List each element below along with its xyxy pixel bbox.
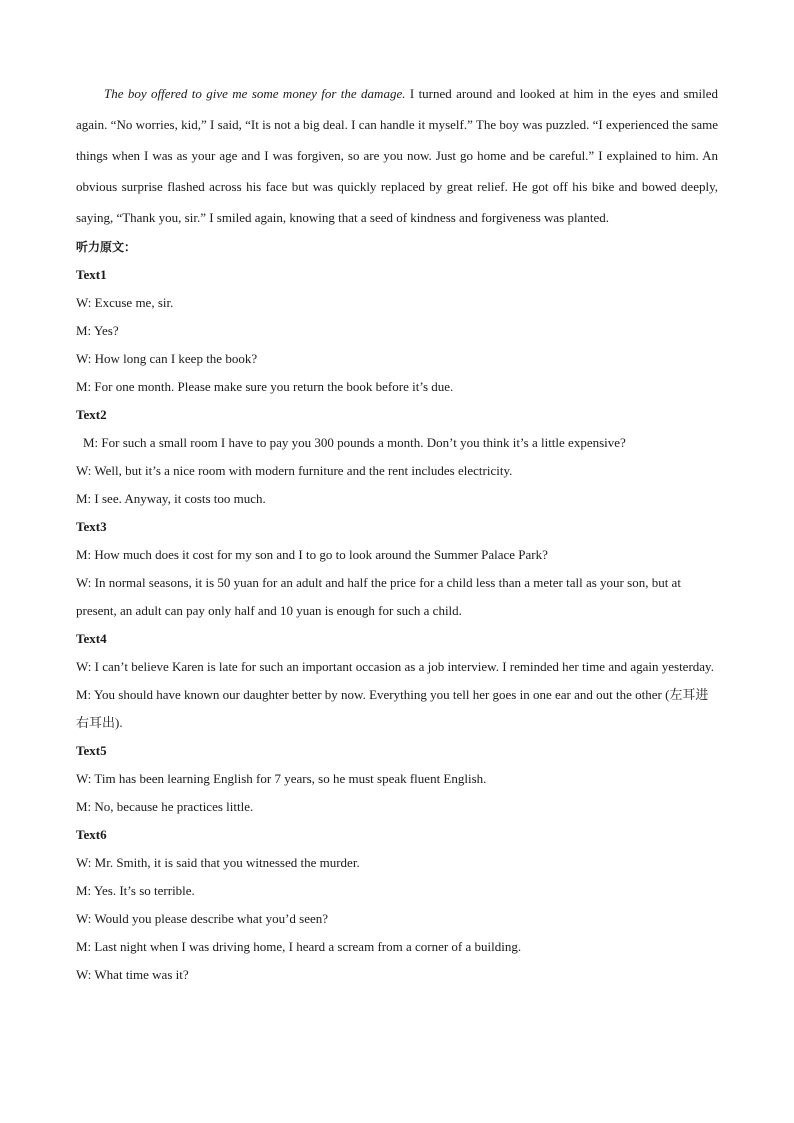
text-heading: Text6 (76, 827, 107, 842)
dialogue-line: W: What time was it? (76, 967, 189, 982)
dialogue-line: W: In normal seasons, it is 50 yuan for an adult and half the price for a child less than a meter tall as your son, but at present, an adult can pay only half and 10 yuan is enough for such a child. (76, 575, 681, 618)
dialogue-line: W: Tim has been learning English for 7 years, so he must speak fluent English. (76, 771, 487, 786)
dialogue-line: M: Yes? (76, 323, 119, 338)
dialogue-line: M: Yes. It’s so terrible. (76, 883, 195, 898)
story-body: I turned around and looked at him in the eyes and smiled again. “No worries, kid,” I said, “It is not a big deal. I can handle it myself.” The boy was puzzled. “I experienced the same things when I was as your age and I was forgiven, so are you now. Just go home and be careful.” I explained to him. An obvious surprise flashed across his face but was quickly replaced by great relief. He got off his bike and bowed deeply, saying, “Thank you, sir.” I smiled again, knowing that a seed of kindness and forgiveness was planted. (76, 86, 718, 225)
text-heading: Text3 (76, 519, 107, 534)
story-italic-lead: The boy offered to give me some money for the damage. (104, 86, 406, 101)
dialogue-line: W: I can’t believe Karen is late for such an important occasion as a job interview. I reminded her time and again yesterday. (76, 659, 714, 674)
dialogue-line: M: For one month. Please make sure you return the book before it’s due. (76, 379, 454, 394)
text-heading: Text5 (76, 743, 107, 758)
dialogue-line: M: Last night when I was driving home, I heard a scream from a corner of a building. (76, 939, 522, 954)
document-page (76, 78, 718, 989)
dialogue-line: M: How much does it cost for my son and I to go to look around the Summer Palace Park? (76, 547, 548, 562)
text-heading: Text1 (76, 267, 107, 282)
dialogue-line: W: Mr. Smith, it is said that you witnessed the murder. (76, 855, 360, 870)
dialogue-line: W: Excuse me, sir. (76, 295, 174, 310)
dialogue-line: W: Well, but it’s a nice room with modern furniture and the rent includes electricity. (76, 463, 513, 478)
section-label: 听力原文： (76, 240, 137, 254)
text-heading: Text4 (76, 631, 107, 646)
dialogue-line: M: I see. Anyway, it costs too much. (76, 491, 266, 506)
dialogue-line: W: Would you please describe what you’d seen? (76, 911, 329, 926)
dialogue-line: M: You should have known our daughter better by now. Everything you tell her goes in one ear and out the other (左耳进右耳出). (76, 687, 709, 730)
transcript (76, 233, 718, 989)
text-heading: Text2 (76, 407, 107, 422)
dialogue-line: M: For such a small room I have to pay you 300 pounds a month. Don’t you think it’s a little expensive? (83, 435, 626, 450)
story-paragraph (76, 78, 718, 233)
dialogue-line: M: No, because he practices little. (76, 799, 254, 814)
dialogue-line: W: How long can I keep the book? (76, 351, 258, 366)
